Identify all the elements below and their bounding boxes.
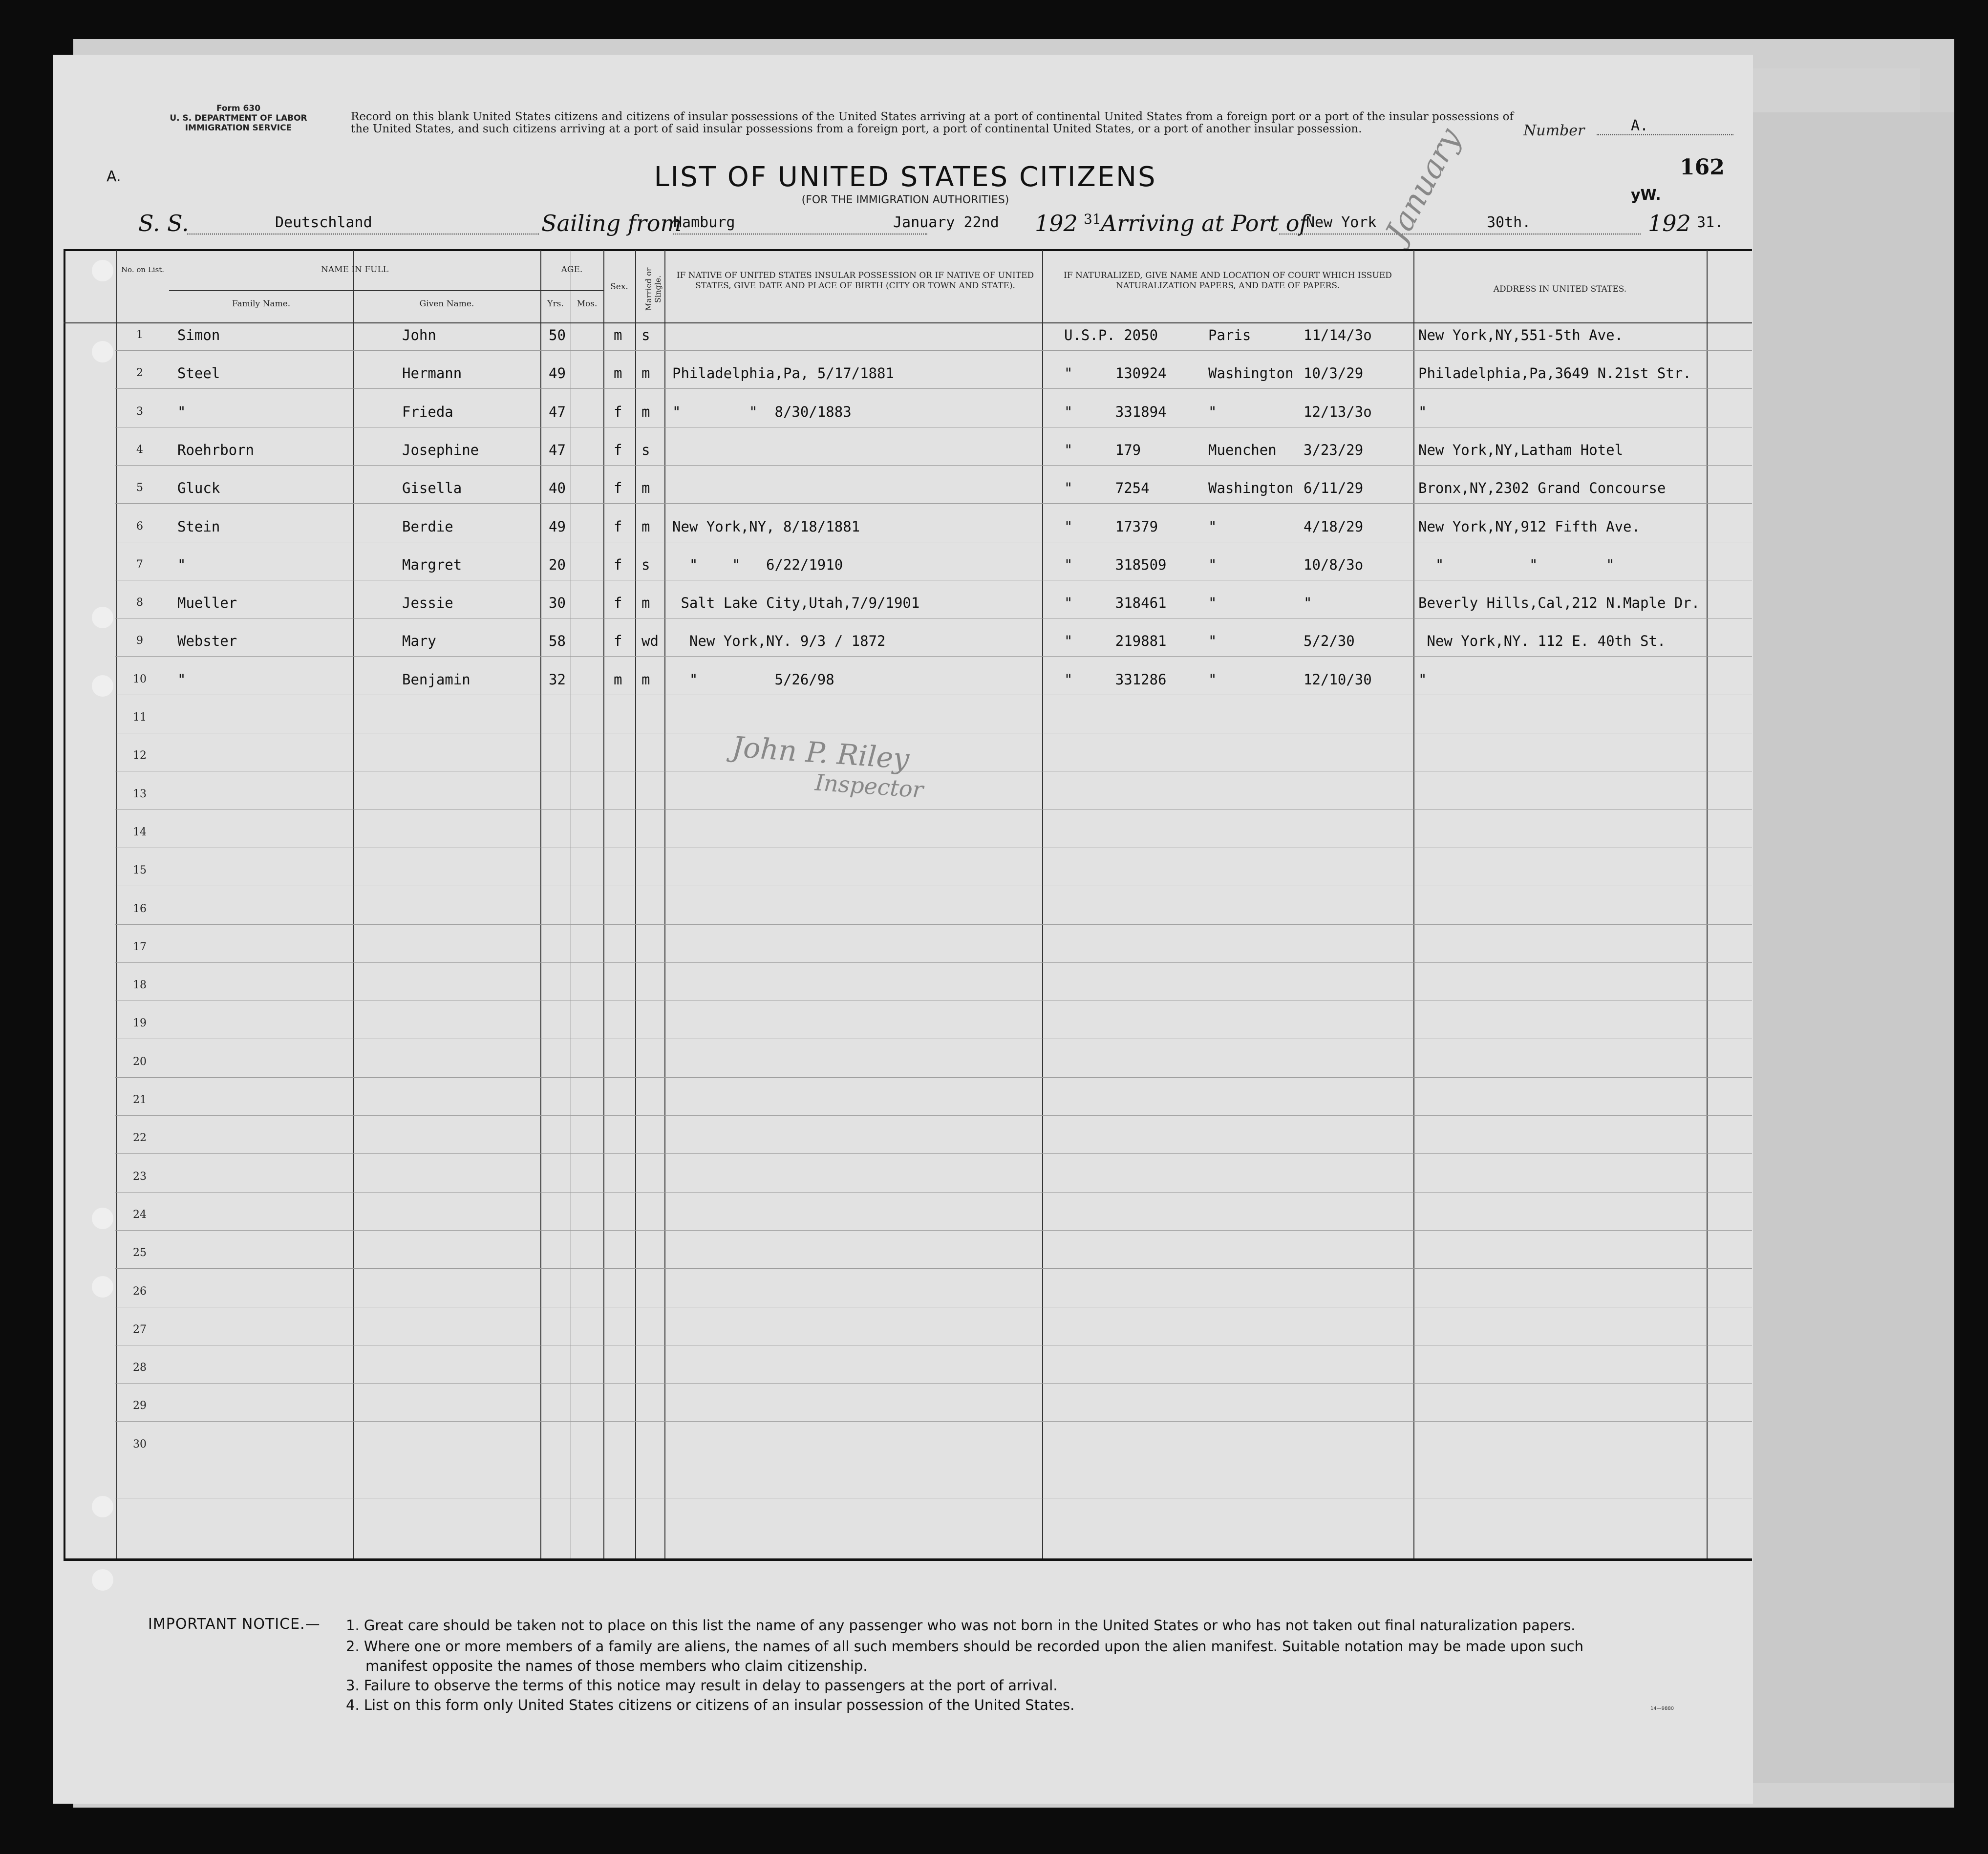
row-number: 30 <box>133 1438 147 1450</box>
cell-yrs: 40 <box>549 480 566 497</box>
yw-mark: yW. <box>1631 187 1661 204</box>
cell-given: Benjamin <box>402 671 470 688</box>
col-header-no: No. on List. <box>121 265 165 274</box>
row-number: 19 <box>133 1017 147 1030</box>
cell-nat-place: " <box>1208 518 1217 535</box>
cell-nat-no: U.S.P. 2050 <box>1064 327 1158 343</box>
sheet-mark: A. <box>107 168 121 185</box>
cell-nat-no: " 318461 <box>1064 595 1167 612</box>
cell-sex: f <box>614 518 622 535</box>
cell-nat-no: " 331286 <box>1064 671 1167 688</box>
form-identifier <box>111 104 365 133</box>
cell-sex: f <box>614 480 622 497</box>
cell-ms: m <box>641 518 650 535</box>
row-number: 1 <box>136 329 143 341</box>
row-rule <box>115 1230 1752 1231</box>
cell-family: Webster <box>177 633 237 650</box>
cell-nat-date: " <box>1304 595 1312 612</box>
col-divider <box>664 250 665 1558</box>
cell-family: " <box>177 671 186 688</box>
cell-ms: s <box>641 441 650 458</box>
cell-sex: m <box>614 327 622 343</box>
row-number: 5 <box>136 482 143 494</box>
cell-nat-date: 10/3/29 <box>1304 365 1364 382</box>
form-code: 14—9880 <box>1650 1706 1674 1711</box>
row-rule <box>115 1153 1752 1154</box>
row-number: 18 <box>133 979 147 992</box>
pencil-inspector-title: Inspector <box>814 769 924 803</box>
row-rule <box>115 924 1752 925</box>
cell-yrs: 30 <box>549 595 566 612</box>
under-sheet-right-back <box>1749 112 1954 1783</box>
pencil-inspector-signature: John P. Riley <box>731 730 911 776</box>
cell-given: John <box>402 327 436 343</box>
col-header-yrs: Yrs. <box>547 299 564 309</box>
cell-nat-place: " <box>1208 403 1217 420</box>
cell-given: Hermann <box>402 365 462 382</box>
cell-birth: New York,NY. 9/3 / 1872 <box>672 633 886 650</box>
cell-ms: m <box>641 480 650 497</box>
col-divider <box>635 250 636 1558</box>
cell-ms: s <box>641 556 650 573</box>
col-divider <box>116 250 117 1558</box>
cell-address: New York,NY,Latham Hotel <box>1418 441 1624 458</box>
cell-yrs: 58 <box>549 633 566 650</box>
cell-nat-place: " <box>1208 595 1217 612</box>
cell-birth: " 5/26/98 <box>672 671 834 688</box>
row-rule <box>115 962 1752 963</box>
col-header-mos: Mos. <box>577 299 598 309</box>
cell-birth: Salt Lake City,Utah,7/9/1901 <box>672 595 920 612</box>
cell-yrs: 20 <box>549 556 566 573</box>
punch-hole <box>92 341 113 362</box>
cell-nat-no: " 331894 <box>1064 403 1167 420</box>
col-divider <box>1707 250 1708 1558</box>
cell-sex: m <box>614 671 622 688</box>
row-rule <box>115 350 1752 351</box>
col-header-native: IF NATIVE OF UNITED STATES INSULAR POSSESSION OR IF NATIVE OF UNITED STATES, GIVE DATE AND PLACE OF BIRTH (CITY OR TOWN AND STATE). <box>676 271 1034 291</box>
punch-hole <box>92 260 113 281</box>
cell-family: " <box>177 403 186 420</box>
cell-given: Berdie <box>402 518 453 535</box>
year-prefix: 192 <box>1035 210 1078 236</box>
cell-given: Mary <box>402 633 436 650</box>
cell-nat-place: " <box>1208 671 1217 688</box>
table-top-border <box>64 249 1752 251</box>
age-subheader-rule <box>540 290 603 291</box>
cell-address: Bronx,NY,2302 Grand Concourse <box>1418 480 1666 497</box>
punch-hole <box>92 1208 113 1229</box>
row-number: 2 <box>136 367 143 380</box>
cell-nat-place: Washington <box>1208 480 1294 497</box>
row-rule <box>115 1383 1752 1384</box>
row-number: 25 <box>133 1247 147 1259</box>
row-number: 11 <box>133 711 147 724</box>
cell-address: " " " <box>1418 556 1615 573</box>
cell-address: New York,NY,912 Fifth Ave. <box>1418 518 1640 535</box>
row-number: 16 <box>133 902 147 915</box>
col-header-family: Family Name. <box>232 299 291 309</box>
cell-address: New York,NY,551-5th Ave. <box>1418 327 1624 343</box>
row-number: 23 <box>133 1170 147 1183</box>
row-number: 27 <box>133 1323 147 1336</box>
row-rule <box>115 1192 1752 1193</box>
col-divider <box>603 250 604 1558</box>
arrival-port: New York <box>1306 214 1377 231</box>
cell-family: Simon <box>177 327 220 343</box>
notice-label: IMPORTANT NOTICE.— <box>148 1616 321 1633</box>
row-rule <box>115 656 1752 657</box>
cell-nat-no: " 179 <box>1064 441 1141 458</box>
cell-family: Mueller <box>177 595 237 612</box>
cell-address: " <box>1418 671 1427 688</box>
cell-birth: New York,NY, 8/18/1881 <box>672 518 860 535</box>
cell-nat-place: " <box>1208 556 1217 573</box>
page-subtitle: (FOR THE IMMIGRATION AUTHORITIES) <box>801 194 1009 206</box>
punch-hole <box>92 1569 113 1591</box>
punch-hole <box>92 607 113 628</box>
punch-hole <box>92 675 113 697</box>
col-header-address: ADDRESS IN UNITED STATES. <box>1493 284 1627 294</box>
row-rule <box>115 1077 1752 1078</box>
row-rule <box>115 1268 1752 1269</box>
cell-nat-date: 11/14/3o <box>1304 327 1372 343</box>
cell-family: Gluck <box>177 480 220 497</box>
row-number: 10 <box>133 673 147 685</box>
cell-address: Philadelphia,Pa,3649 N.21st Str. <box>1418 365 1691 382</box>
cell-nat-place: Paris <box>1208 327 1251 343</box>
year-suffix: 31 <box>1084 211 1101 227</box>
col-header-given: Given Name. <box>419 299 474 309</box>
record-instructions: Record on this blank United States citizens and citizens of insular possessions of the United States arriving at a port of continental United States from a foreign port or a port of the insular possessions of the United States, and such citizens arriving at a port of said insular possessions from a foreign port, a port of continental United States, or a port of another insular possession. <box>351 110 1514 135</box>
sailing-label: Sailing from <box>541 210 682 236</box>
cell-nat-no: " 7254 <box>1064 480 1150 497</box>
arrival-year-suffix: 31. <box>1697 214 1724 231</box>
cell-ms: m <box>641 671 650 688</box>
col-header-age: AGE. <box>561 265 583 275</box>
notice-item-3: 3. Failure to observe the terms of this notice may result in delay to passengers at the port of arrival. <box>346 1677 1058 1694</box>
department-name: U. S. DEPARTMENT OF LABOR <box>170 113 307 123</box>
cell-family: " <box>177 556 186 573</box>
col-header-name: NAME IN FULL <box>321 265 389 275</box>
header-bottom-rule <box>64 322 1752 323</box>
cell-sex: f <box>614 403 622 420</box>
row-number: 8 <box>136 597 143 609</box>
cell-sex: f <box>614 556 622 573</box>
col-header-married: Married or Single. <box>644 267 663 311</box>
cell-ms: m <box>641 365 650 382</box>
cell-sex: m <box>614 365 622 382</box>
cell-given: Frieda <box>402 403 453 420</box>
cell-nat-date: 5/2/30 <box>1304 633 1355 650</box>
cell-yrs: 49 <box>549 365 566 382</box>
cell-nat-date: 3/23/29 <box>1304 441 1364 458</box>
cell-yrs: 32 <box>549 671 566 688</box>
cell-nat-place: Washington <box>1208 365 1294 382</box>
row-rule <box>115 1115 1752 1116</box>
notice-item-2: 2. Where one or more members of a family are aliens, the names of all such members should be recorded upon the alien manifest. Suitable notation may be made upon such <box>346 1638 1583 1655</box>
voyage-line <box>53 210 1753 244</box>
cell-given: Josephine <box>402 441 479 458</box>
cell-given: Gisella <box>402 480 462 497</box>
arriving-label: Arriving at Port of <box>1101 210 1308 236</box>
row-number: 26 <box>133 1285 147 1298</box>
number-value: A. <box>1597 117 1733 135</box>
arrival-year-prefix: 192 <box>1648 210 1691 236</box>
cell-sex: f <box>614 595 622 612</box>
cell-nat-date: 6/11/29 <box>1304 480 1364 497</box>
cell-nat-date: 10/8/3o <box>1304 556 1364 573</box>
cell-address: New York,NY. 112 E. 40th St. <box>1418 633 1666 650</box>
cell-nat-no: " 17379 <box>1064 518 1158 535</box>
cell-nat-no: " 219881 <box>1064 633 1167 650</box>
row-rule <box>115 1421 1752 1422</box>
punch-hole <box>92 1496 113 1517</box>
row-number: 3 <box>136 405 143 418</box>
cell-birth: " " 6/22/1910 <box>672 556 843 573</box>
row-number: 24 <box>133 1208 147 1221</box>
cell-nat-no: " 130924 <box>1064 365 1167 382</box>
cell-nat-date: 4/18/29 <box>1304 518 1364 535</box>
col-divider <box>1042 250 1043 1558</box>
col-divider <box>1413 250 1414 1558</box>
cell-address: " <box>1418 403 1427 420</box>
notice-item-4: 4. List on this form only United States citizens or citizens of an insular possession of the United States. <box>346 1697 1075 1713</box>
table-bottom-border <box>64 1558 1752 1561</box>
arrival-day: 30th. <box>1487 214 1531 231</box>
cell-nat-date: 12/13/3o <box>1304 403 1372 420</box>
cell-given: Jessie <box>402 595 453 612</box>
page-title: LIST OF UNITED STATES CITIZENS <box>654 161 1157 193</box>
ship-name: Deutschland <box>275 214 372 231</box>
row-number: 13 <box>133 788 147 800</box>
col-header-sex: Sex. <box>610 282 628 292</box>
row-number: 12 <box>133 749 147 762</box>
cell-nat-place: " <box>1208 633 1217 650</box>
sailing-from: Hamburg <box>673 214 735 231</box>
col-divider <box>353 250 354 1558</box>
manifest-page <box>53 55 1753 1804</box>
notice-item-2-cont: manifest opposite the names of those members who claim citizenship. <box>365 1658 868 1674</box>
row-number: 22 <box>133 1132 147 1145</box>
table-left-border <box>64 249 65 1561</box>
cell-ms: m <box>641 403 650 420</box>
punch-hole <box>92 1276 113 1298</box>
row-number: 28 <box>133 1362 147 1374</box>
cell-birth: Philadelphia,Pa, 5/17/1881 <box>672 365 894 382</box>
col-header-naturalized: IF NATURALIZED, GIVE NAME AND LOCATION OF COURT WHICH ISSUED NATURALIZATION PAPERS, AND DATE OF PAPERS. <box>1064 271 1392 291</box>
page-number: 162 <box>1680 155 1725 180</box>
cell-family: Stein <box>177 518 220 535</box>
cell-given: Margret <box>402 556 462 573</box>
cell-family: Steel <box>177 365 220 382</box>
row-number: 29 <box>133 1400 147 1412</box>
row-number: 9 <box>136 635 143 647</box>
col-divider <box>540 250 541 1558</box>
name-subheader-rule <box>169 290 540 291</box>
pencil-month-note: January <box>1378 122 1469 248</box>
sailing-date: January 22nd <box>893 214 999 231</box>
row-number: 4 <box>136 443 143 456</box>
cell-address: Beverly Hills,Cal,212 N.Maple Dr. <box>1418 595 1700 612</box>
row-number: 15 <box>133 864 147 877</box>
cell-yrs: 50 <box>549 327 566 343</box>
notice-item-1: 1. Great care should be taken not to place on this list the name of any passenger who was not born in the United States or who has not taken out final naturalization papers. <box>346 1617 1576 1634</box>
cell-ms: m <box>641 595 650 612</box>
row-number: 20 <box>133 1055 147 1068</box>
cell-birth: " " 8/30/1883 <box>672 403 852 420</box>
row-number: 17 <box>133 940 147 953</box>
cell-yrs: 47 <box>549 403 566 420</box>
cell-nat-date: 12/10/30 <box>1304 671 1372 688</box>
cell-nat-place: Muenchen <box>1208 441 1277 458</box>
row-number: 6 <box>136 520 143 533</box>
cell-family: Roehrborn <box>177 441 255 458</box>
service-name: IMMIGRATION SERVICE <box>185 123 292 133</box>
cell-ms: s <box>641 327 650 343</box>
cell-ms: wd <box>641 633 659 650</box>
form-number: Form 630 <box>216 104 261 113</box>
cell-yrs: 47 <box>549 441 566 458</box>
row-rule <box>115 503 1752 504</box>
row-rule <box>115 465 1752 466</box>
cell-sex: f <box>614 633 622 650</box>
row-number: 21 <box>133 1094 147 1106</box>
cell-yrs: 49 <box>549 518 566 535</box>
row-number: 14 <box>133 826 147 838</box>
row-number: 7 <box>136 558 143 571</box>
ss-label: S. S. <box>138 210 189 236</box>
number-label: Number <box>1523 122 1585 139</box>
row-rule <box>115 388 1752 389</box>
cell-nat-no: " 318509 <box>1064 556 1167 573</box>
cell-sex: f <box>614 441 622 458</box>
